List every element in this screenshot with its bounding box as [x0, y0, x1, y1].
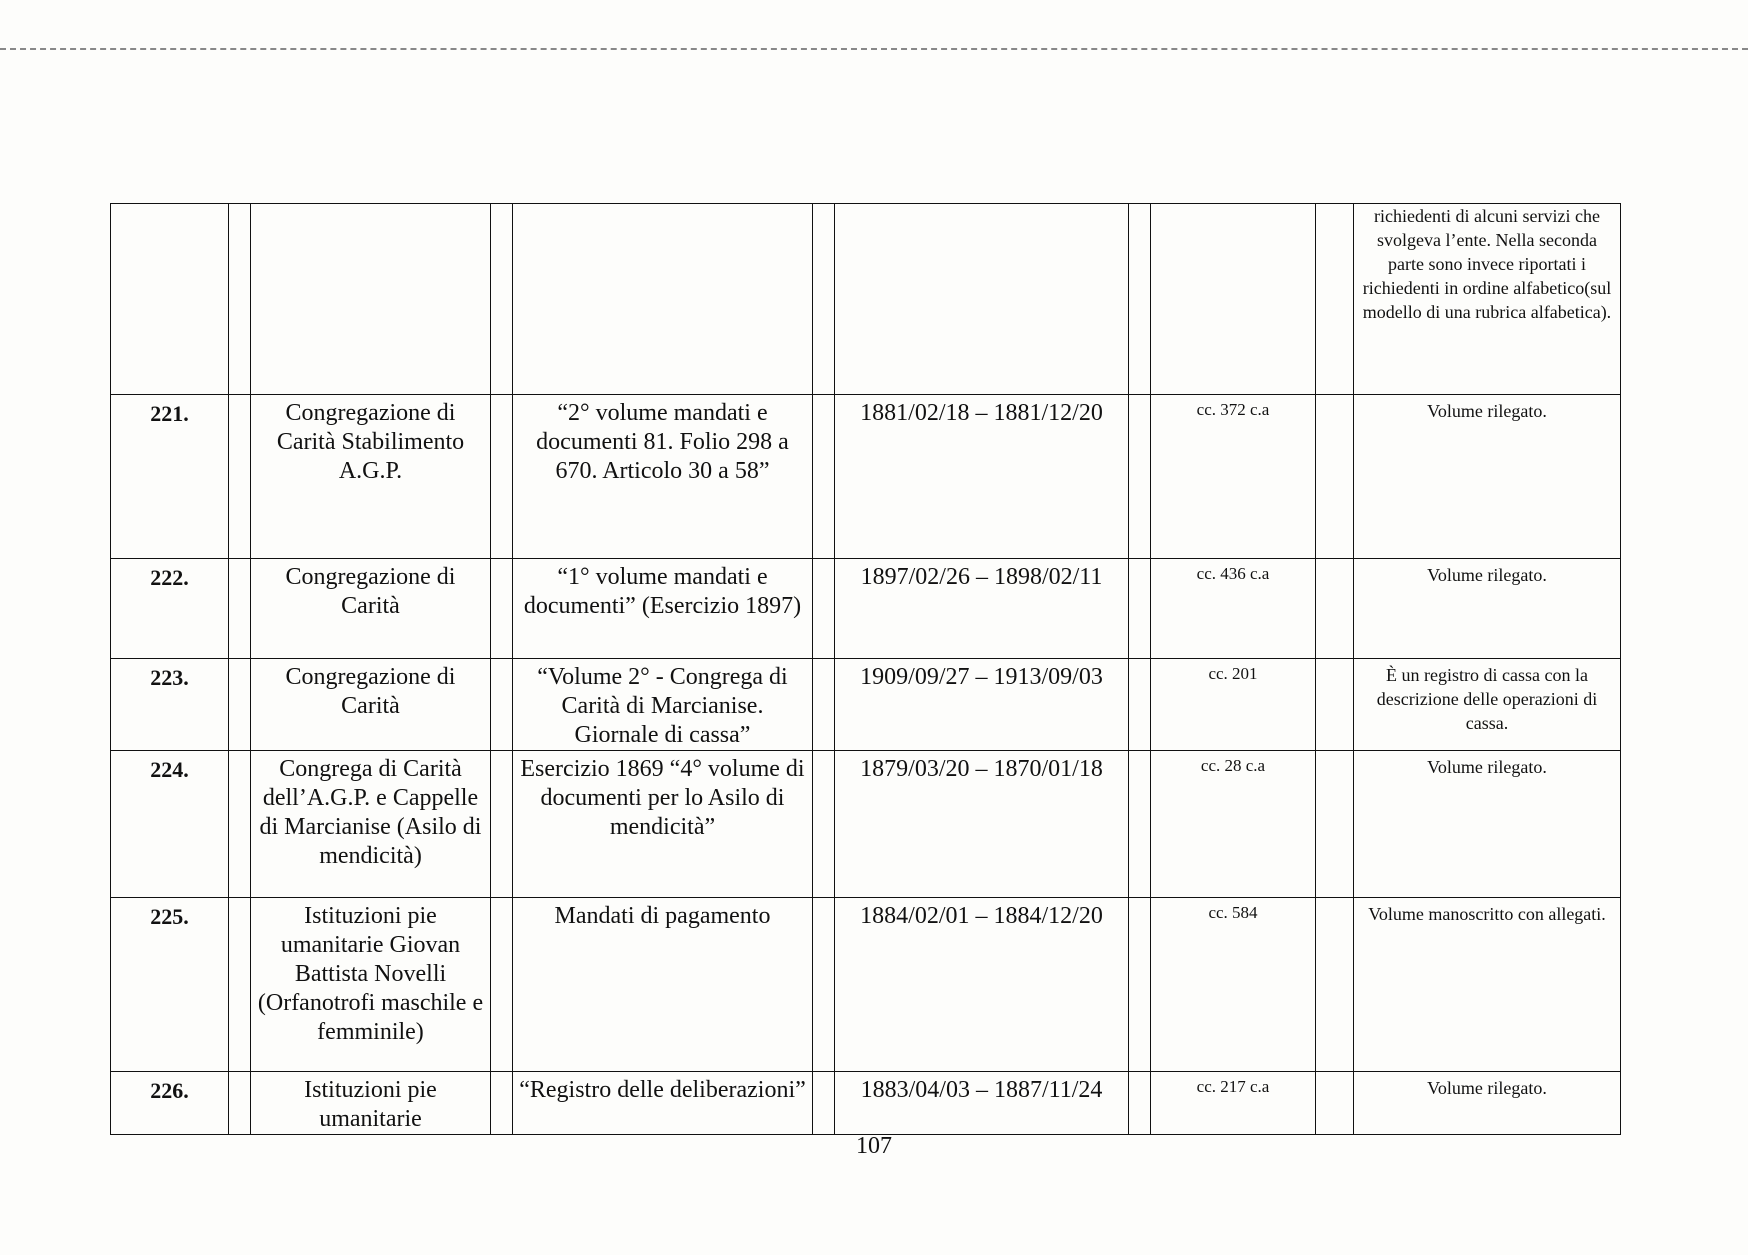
- extent-cell: [1151, 204, 1316, 395]
- title-cell: “2° volume mandati e documenti 81. Folio 298 a 670. Articolo 30 a 58”: [513, 395, 813, 559]
- entity-cell: Congregazione di Carità Stabilimento A.G.P.: [251, 395, 491, 559]
- column-divider: [1129, 1072, 1151, 1135]
- column-divider: [491, 395, 513, 559]
- column-divider: [229, 204, 251, 395]
- notes-cell: Volume rilegato.: [1354, 1072, 1621, 1135]
- table-row-continuation: [111, 204, 1621, 395]
- top-scan-edge: [0, 48, 1748, 50]
- title-cell: “1° volume mandati e documenti” (Esercizio 1897): [513, 559, 813, 659]
- dates-cell: 1909/09/27 – 1913/09/03: [835, 659, 1129, 751]
- item-number: 225.: [111, 898, 229, 1072]
- column-divider: [813, 204, 835, 395]
- extent-cell: cc. 584: [1151, 898, 1316, 1072]
- column-divider: [229, 898, 251, 1072]
- column-divider: [1316, 1072, 1354, 1135]
- column-divider: [229, 1072, 251, 1135]
- item-number: 224.: [111, 751, 229, 898]
- inventory-table: [110, 203, 1621, 1135]
- extent-cell: cc. 436 c.a: [1151, 559, 1316, 659]
- item-number: 226.: [111, 1072, 229, 1135]
- dates-cell: 1883/04/03 – 1887/11/24: [835, 1072, 1129, 1135]
- entity-cell: Congregazione di Carità: [251, 659, 491, 751]
- column-divider: [1129, 559, 1151, 659]
- entity-cell: [251, 204, 491, 395]
- table-row: [111, 751, 1621, 898]
- column-divider: [1316, 395, 1354, 559]
- column-divider: [491, 1072, 513, 1135]
- title-cell: Esercizio 1869 “4° volume di documenti per lo Asilo di mendicità”: [513, 751, 813, 898]
- column-divider: [1316, 751, 1354, 898]
- entity-cell: Istituzioni pie umanitarie Giovan Battista Novelli (Orfanotrofi maschile e femminile): [251, 898, 491, 1072]
- dates-cell: 1879/03/20 – 1870/01/18: [835, 751, 1129, 898]
- column-divider: [1316, 898, 1354, 1072]
- page-number: 107: [856, 1133, 892, 1159]
- notes-cell: Volume manoscritto con allegati.: [1354, 898, 1621, 1072]
- notes-cell: Volume rilegato.: [1354, 559, 1621, 659]
- column-divider: [491, 204, 513, 395]
- table-row: [111, 659, 1621, 751]
- column-divider: [1316, 659, 1354, 751]
- table-row: [111, 395, 1621, 559]
- column-divider: [813, 659, 835, 751]
- notes-cell: richiedenti di alcuni servizi che svolgeva l’ente. Nella seconda parte sono invece riportati i richiedenti in ordine alfabetico(sul modello di una rubrica alfabetica).: [1354, 204, 1621, 395]
- column-divider: [229, 659, 251, 751]
- item-number: 222.: [111, 559, 229, 659]
- title-cell: [513, 204, 813, 395]
- column-divider: [813, 395, 835, 559]
- column-divider: [1316, 204, 1354, 395]
- item-number: 223.: [111, 659, 229, 751]
- column-divider: [1129, 659, 1151, 751]
- column-divider: [229, 559, 251, 659]
- extent-cell: cc. 201: [1151, 659, 1316, 751]
- notes-cell: È un registro di cassa con la descrizione delle operazioni di cassa.: [1354, 659, 1621, 751]
- title-cell: Mandati di pagamento: [513, 898, 813, 1072]
- entity-cell: Istituzioni pie umanitarie: [251, 1072, 491, 1135]
- column-divider: [1316, 559, 1354, 659]
- title-cell: “Volume 2° - Congrega di Carità di Marcianise. Giornale di cassa”: [513, 659, 813, 751]
- entity-cell: Congregazione di Carità: [251, 559, 491, 659]
- title-cell: “Registro delle deliberazioni”: [513, 1072, 813, 1135]
- number-cell: [111, 204, 229, 395]
- extent-cell: cc. 372 c.a: [1151, 395, 1316, 559]
- column-divider: [491, 751, 513, 898]
- entity-cell: Congrega di Carità dell’A.G.P. e Cappelle di Marcianise (Asilo di mendicità): [251, 751, 491, 898]
- column-divider: [813, 751, 835, 898]
- column-divider: [1129, 204, 1151, 395]
- extent-cell: cc. 217 c.a: [1151, 1072, 1316, 1135]
- table-row: [111, 559, 1621, 659]
- dates-cell: 1884/02/01 – 1884/12/20: [835, 898, 1129, 1072]
- column-divider: [491, 559, 513, 659]
- column-divider: [491, 898, 513, 1072]
- notes-cell: Volume rilegato.: [1354, 751, 1621, 898]
- column-divider: [229, 395, 251, 559]
- column-divider: [1129, 898, 1151, 1072]
- column-divider: [813, 1072, 835, 1135]
- table-row: [111, 898, 1621, 1072]
- column-divider: [813, 559, 835, 659]
- column-divider: [1129, 751, 1151, 898]
- column-divider: [813, 898, 835, 1072]
- item-number: 221.: [111, 395, 229, 559]
- dates-cell: [835, 204, 1129, 395]
- column-divider: [491, 659, 513, 751]
- column-divider: [1129, 395, 1151, 559]
- column-divider: [229, 751, 251, 898]
- extent-cell: cc. 28 c.a: [1151, 751, 1316, 898]
- dates-cell: 1897/02/26 – 1898/02/11: [835, 559, 1129, 659]
- table-row: [111, 1072, 1621, 1135]
- dates-cell: 1881/02/18 – 1881/12/20: [835, 395, 1129, 559]
- notes-cell: Volume rilegato.: [1354, 395, 1621, 559]
